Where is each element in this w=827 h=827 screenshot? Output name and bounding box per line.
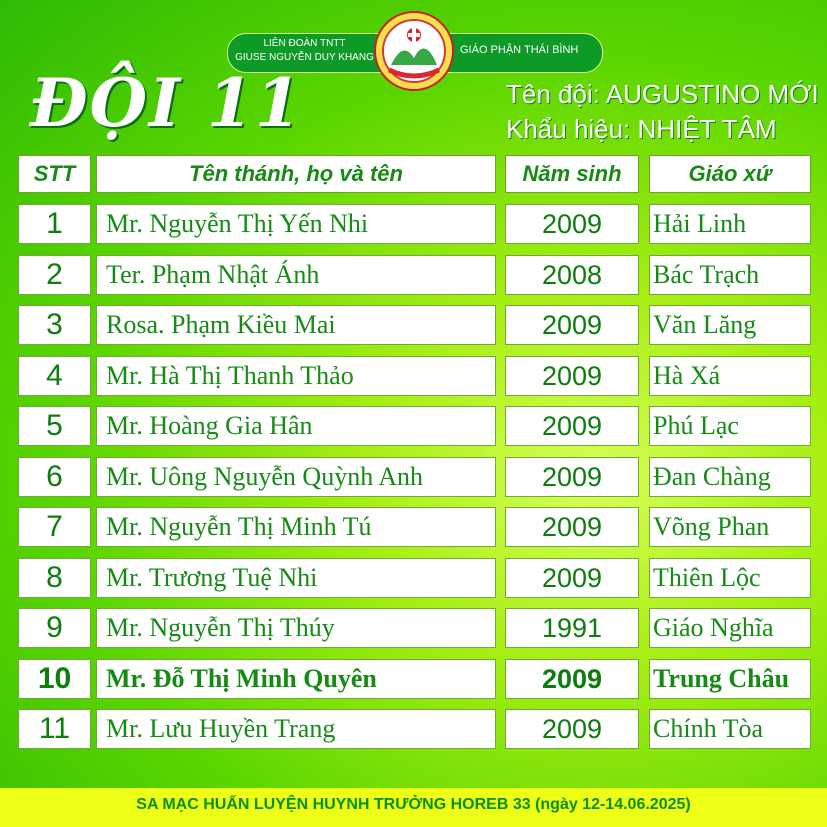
column-header-stt: STT [18, 155, 91, 193]
member-name: Mr. Đỗ Thị Minh Quyên [96, 659, 496, 699]
birth-year: 2009 [505, 406, 639, 446]
row-number: 7 [18, 507, 91, 547]
row-number: 3 [18, 305, 91, 345]
member-name: Mr. Nguyễn Thị Thúy [96, 608, 496, 648]
federation-line-1: LIÊN ĐOÀN TNTT [263, 38, 346, 49]
member-name: Mr. Lưu Huyền Trang [96, 709, 496, 749]
member-name: Mr. Nguyễn Thị Minh Tú [96, 507, 496, 547]
birth-year: 2009 [505, 659, 639, 699]
birth-year: 2009 [505, 709, 639, 749]
row-number: 11 [18, 709, 91, 749]
parish-name: Giáo Nghĩa [649, 608, 811, 648]
federation-line-2: GIUSE NGUYỄN DUY KHANG [235, 52, 374, 63]
birth-year: 1991 [505, 608, 639, 648]
parish-name: Thiên Lộc [649, 558, 811, 598]
row-number: 8 [18, 558, 91, 598]
birth-year: 2009 [505, 457, 639, 497]
parish-name: Chính Tòa [649, 709, 811, 749]
column-header-name: Tên thánh, họ và tên [96, 155, 496, 193]
member-name: Mr. Trương Tuệ Nhi [96, 558, 496, 598]
row-number: 5 [18, 406, 91, 446]
birth-year: 2008 [505, 255, 639, 295]
member-name: Mr. Uông Nguyễn Quỳnh Anh [96, 457, 496, 497]
parish-name: Hà Xá [649, 356, 811, 396]
diocese-name: GIÁO PHẬN THÁI BÌNH [460, 44, 579, 56]
row-number: 10 [18, 659, 91, 699]
row-number: 6 [18, 457, 91, 497]
parish-name: Bác Trạch [649, 255, 811, 295]
parish-name: Võng Phan [649, 507, 811, 547]
team-name: Tên đội: AUGUSTINO MỚI [506, 79, 819, 109]
parish-name: Hải Linh [649, 204, 811, 244]
member-name: Mr. Hoàng Gia Hân [96, 406, 496, 446]
federation-name [232, 37, 377, 65]
row-number: 2 [18, 255, 91, 295]
member-name: Mr. Nguyễn Thị Yến Nhi [96, 204, 496, 244]
birth-year: 2009 [505, 558, 639, 598]
parish-name: Phú Lạc [649, 406, 811, 446]
birth-year: 2009 [505, 305, 639, 345]
parish-name: Đan Chàng [649, 457, 811, 497]
birth-year: 2009 [505, 356, 639, 396]
parish-name: Trung Châu [649, 659, 811, 699]
row-number: 4 [18, 356, 91, 396]
member-name: Rosa. Phạm Kiều Mai [96, 305, 496, 345]
team-title: ĐỘI 11 [30, 64, 303, 142]
member-name: Ter. Phạm Nhật Ánh [96, 255, 496, 295]
column-header-year: Năm sinh [505, 155, 639, 193]
row-number: 1 [18, 204, 91, 244]
row-number: 9 [18, 608, 91, 648]
column-header-parish: Giáo xứ [649, 155, 811, 193]
footer-text: SA MẠC HUẤN LUYỆN HUYNH TRƯỞNG HOREB 33 (ngày 12-14.06.2025) [136, 796, 691, 813]
birth-year: 2009 [505, 204, 639, 244]
diocese-emblem-icon [373, 10, 455, 92]
parish-name: Văn Lăng [649, 305, 811, 345]
team-motto: Khẩu hiệu: NHIỆT TÂM [506, 114, 777, 144]
member-name: Mr. Hà Thị Thanh Thảo [96, 356, 496, 396]
birth-year: 2009 [505, 507, 639, 547]
